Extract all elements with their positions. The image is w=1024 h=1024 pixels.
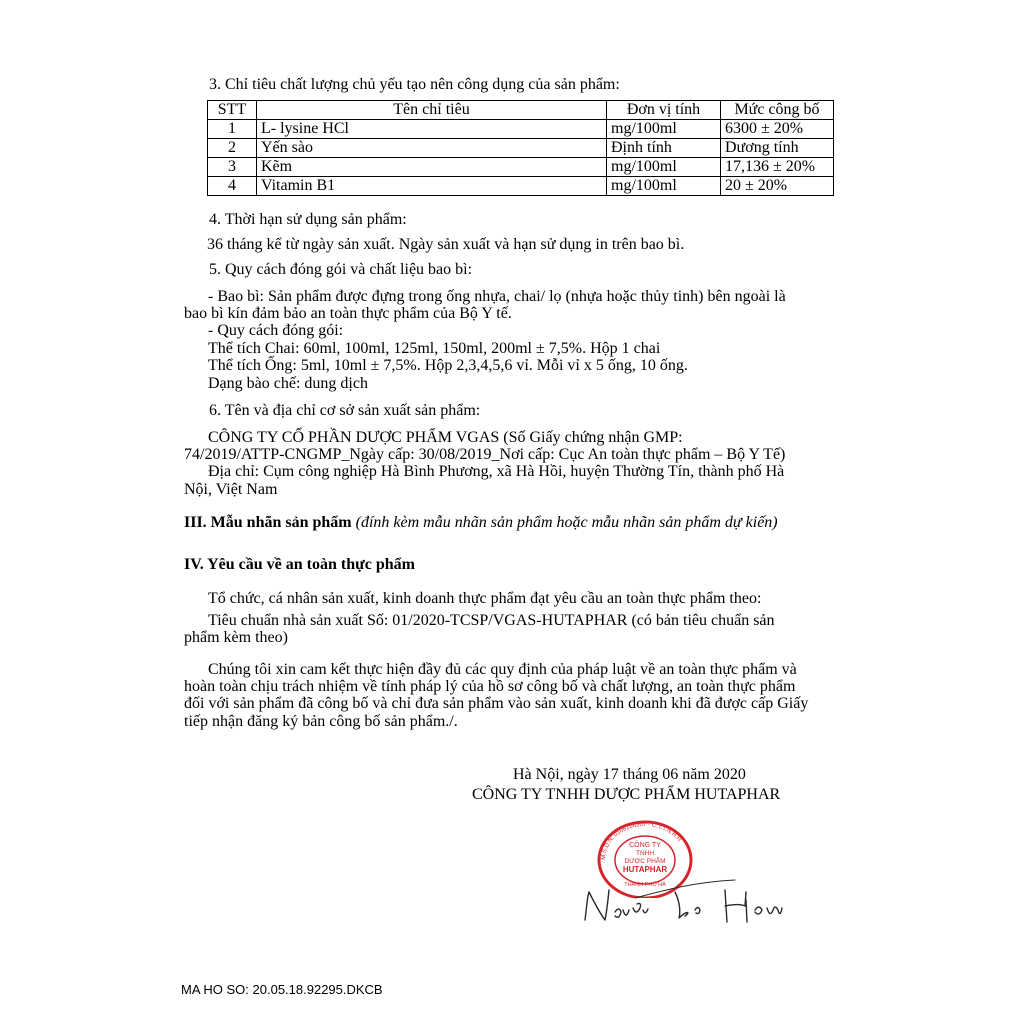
cell-name: L- lysine HCl xyxy=(257,120,607,139)
table-row xyxy=(208,158,834,177)
section-6-heading: 6. Tên và địa chỉ cơ sở sản xuất sản phẩm: xyxy=(209,402,481,419)
cell-stt: 2 xyxy=(208,139,257,158)
col-header-value: Mức công bố xyxy=(721,101,834,120)
table-row xyxy=(208,120,834,139)
bottle-volume-line: Thể tích Chai: 60ml, 100ml, 125ml, 150ml, 200ml ± 7,5%. Hộp 1 chai xyxy=(208,340,661,357)
manufacturer-line-2: 74/2019/ATTP-CNGMP_Ngày cấp: 30/08/2019_Nơi cấp: Cục An toàn thực phẩm – Bộ Y Tế) xyxy=(184,446,786,463)
signature-stroke xyxy=(635,880,735,898)
packaging-line-2: bao bì kín đảm bảo an toàn thực phẩm của Bộ Y tế. xyxy=(184,305,512,322)
cell-stt: 1 xyxy=(208,120,257,139)
signature-stroke xyxy=(585,890,609,920)
commitment-line-2: hoàn toàn chịu trách nhiệm về tính pháp lý của hồ sơ công bố và chất lượng, an toàn thực phẩm xyxy=(184,678,796,695)
place-and-date: Hà Nội, ngày 17 tháng 06 năm 2020 xyxy=(513,766,746,783)
manufacturer-address-line-1: Địa chỉ: Cụm công nghiệp Hà Bình Phương, xã Hà Hồi, huyện Thường Tín, thành phố Hà xyxy=(208,463,785,480)
col-header-stt: STT xyxy=(208,101,257,120)
commitment-line-4: tiếp nhận đăng ký bản công bố sản phẩm./. xyxy=(184,713,458,730)
section-III-title: III. Mẫu nhãn sản phẩm xyxy=(184,514,352,531)
stamp-text-3: DƯỢC PHẨM xyxy=(624,858,666,865)
cell-value: 17,136 ± 20% xyxy=(721,158,834,177)
commitment-line-1: Chúng tôi xin cam kết thực hiện đầy đủ các quy định của pháp luật về an toàn thực phẩm và xyxy=(208,661,797,678)
signature-stroke xyxy=(725,890,782,922)
signing-company: CÔNG TY TNHH DƯỢC PHẨM HUTAPHAR xyxy=(472,786,781,803)
table-row xyxy=(208,139,834,158)
stamp-bottom-text: THÀNH PHỐ HÀ xyxy=(624,882,666,888)
section-III xyxy=(184,513,778,532)
cell-stt: 3 xyxy=(208,158,257,177)
stamp-text-4: HUTAPHAR xyxy=(622,865,668,874)
stamp-ring-text: M.S.D.N: 0108166307 - C.T.T.N.H.H xyxy=(600,821,682,861)
cell-name: Vitamin B1 xyxy=(257,177,607,196)
col-header-unit: Đơn vị tính xyxy=(607,101,721,120)
section-5-heading: 5. Quy cách đóng gói và chất liệu bao bì: xyxy=(209,261,473,278)
table-header-row xyxy=(208,101,834,120)
ampoule-volume-line: Thể tích Ống: 5ml, 10ml ± 7,5%. Hộp 2,3,4,5,6 vỉ. Mỗi vỉ x 5 ống, 10 ống. xyxy=(208,357,688,374)
stamp-text-1: CÔNG TY xyxy=(629,842,661,849)
manufacturer-line-1: CÔNG TY CỔ PHẦN DƯỢC PHẨM VGAS (Số Giấy chứng nhận GMP: xyxy=(208,429,683,446)
cell-value: 6300 ± 20% xyxy=(721,120,834,139)
section-3-heading: 3. Chỉ tiêu chất lượng chủ yếu tạo nên công dụng của sản phẩm: xyxy=(209,76,620,93)
signature-stroke xyxy=(615,904,648,918)
cell-name: Kẽm xyxy=(257,158,607,177)
cell-value: 20 ± 20% xyxy=(721,177,834,196)
section-4-text: 36 tháng kể từ ngày sản xuất. Ngày sản xuất và hạn sử dụng in trên bao bì. xyxy=(207,236,685,253)
file-code: MA HO SO: 20.05.18.92295.DKCB xyxy=(181,982,383,997)
cell-stt: 4 xyxy=(208,177,257,196)
cell-unit: Định tính xyxy=(607,139,721,158)
section-IV-title: IV. Yêu cầu về an toàn thực phẩm xyxy=(184,556,415,573)
col-header-name: Tên chỉ tiêu xyxy=(257,101,607,120)
standard-line-2: phẩm kèm theo) xyxy=(184,629,288,646)
cell-unit: mg/100ml xyxy=(607,120,721,139)
cell-value: Dương tính xyxy=(721,139,834,158)
manufacturer-address-line-2: Nội, Việt Nam xyxy=(184,481,278,498)
table-row xyxy=(208,177,834,196)
cell-name: Yến sào xyxy=(257,139,607,158)
commitment-line-3: đối với sản phẩm đã công bố và chỉ đưa sản phẩm vào sản xuất, kinh doanh khi đã được cấp Giấy xyxy=(184,695,809,712)
dosage-form-line: Dạng bào chế: dung dịch xyxy=(208,375,368,392)
stamp-text-2: TNHH xyxy=(635,850,655,857)
cell-unit: mg/100ml xyxy=(607,158,721,177)
section-III-note: (đính kèm mẫu nhãn sản phẩm hoặc mẫu nhãn sản phẩm dự kiến) xyxy=(355,514,778,531)
section-IV-paragraph-1: Tổ chức, cá nhân sản xuất, kinh doanh thực phẩm đạt yêu cầu an toàn thực phẩm theo: xyxy=(208,590,762,607)
section-4-heading: 4. Thời hạn sử dụng sản phẩm: xyxy=(209,211,407,228)
handwritten-signature xyxy=(575,870,795,940)
signature-stroke xyxy=(675,892,700,918)
standard-line-1: Tiêu chuẩn nhà sản xuất Số: 01/2020-TCSP/VGAS-HUTAPHAR (có bản tiêu chuẩn sản xyxy=(208,612,775,629)
quality-table xyxy=(207,100,834,196)
cell-unit: mg/100ml xyxy=(607,177,721,196)
packing-spec-heading: - Quy cách đóng gói: xyxy=(208,322,344,339)
packaging-line-1: - Bao bì: Sản phẩm được đựng trong ống nhựa, chai/ lọ (nhựa hoặc thủy tinh) bên ngoài là xyxy=(208,288,786,305)
